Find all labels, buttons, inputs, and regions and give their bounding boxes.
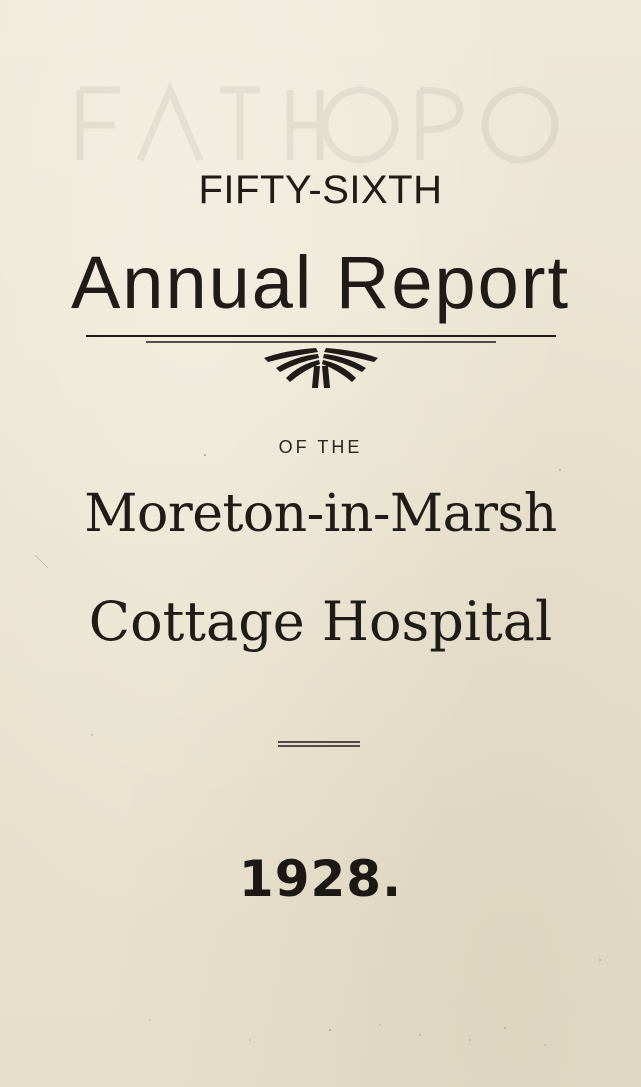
of-the-text: OF THE	[278, 437, 363, 457]
ornament-flourish-icon	[264, 348, 378, 388]
ornamental-divider	[86, 334, 556, 404]
short-divider	[278, 740, 360, 748]
institution-name: Cottage Hospital	[88, 590, 553, 653]
report-ordinal: FIFTY-SIXTH	[198, 168, 443, 212]
show-through-text	[60, 60, 600, 180]
report-year: 1928.	[238, 850, 403, 908]
place-name: Moreton-in-Marsh	[84, 484, 557, 544]
report-title: Annual Report	[70, 241, 571, 324]
